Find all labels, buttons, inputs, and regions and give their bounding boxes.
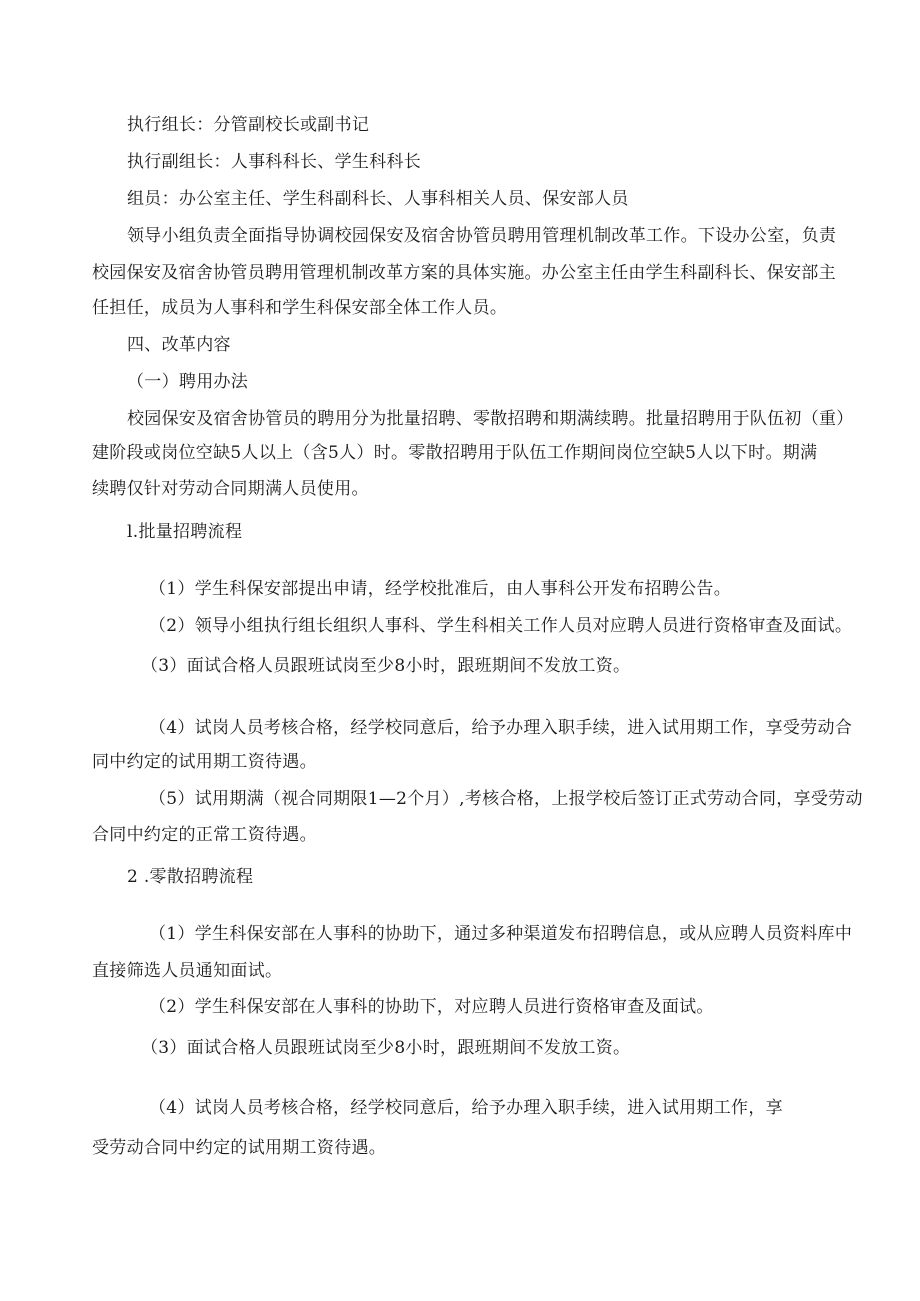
heading-scattered-recruitment: 2 .零散招聘流程 (127, 867, 254, 887)
scattered-step-4-line-1: （4）试岗人员考核合格，经学校同意后，给予办理入职手续，进入试用期工作，享 (149, 1098, 783, 1118)
paragraph-leadership-line-2: 校园保安及宿舍协管员聘用管理机制改革方案的具体实施。办公室主任由学生科副科长、保安部主 (92, 263, 836, 283)
paragraph-hiring-line-1: 校园保安及宿舍协管员的聘用分为批量招聘、零散招聘和期满续聘。批量招聘用于队伍初（重） (127, 409, 854, 429)
scattered-step-1-line-2: 直接筛选人员通知面试。 (92, 961, 283, 981)
batch-step-3: （3）面试合格人员跟班试岗至少8小时，跟班期间不发放工资。 (141, 656, 631, 676)
paragraph-hiring-line-2: 建阶段或岗位空缺5人以上（含5人）时。零散招聘用于队伍工作期间岗位空缺5人以下时。期满 (92, 443, 818, 463)
subsection-heading-hiring-method: （一）聘用办法 (127, 372, 249, 392)
batch-step-5-line-2: 合同中约定的正常工资待遇。 (92, 825, 317, 845)
scattered-step-2: （2）学生科保安部在人事科的协助下，对应聘人员进行资格审查及面试。 (149, 997, 714, 1017)
scattered-step-4-line-2: 受劳动合同中约定的试用期工资待遇。 (92, 1138, 387, 1158)
executive-deputy-leader-line: 执行副组长：人事科科长、学生科科长 (127, 152, 422, 172)
heading-batch-recruitment: l.批量招聘流程 (127, 522, 243, 542)
batch-step-4-line-2: 同中约定的试用期工资待遇。 (92, 752, 317, 772)
batch-step-2: （2）领导小组执行组长组织人事科、学生科相关工作人员对应聘人员进行资格审查及面试。 (149, 616, 853, 636)
batch-step-4-line-1: （4）试岗人员考核合格，经学校同意后，给予办理入职手续，进入试用期工作，享受劳动合 (149, 718, 853, 738)
batch-step-1: （1）学生科保安部提出申请，经学校批准后，由人事科公开发布招聘公告。 (149, 579, 732, 599)
scattered-step-3: （3）面试合格人员跟班试岗至少8小时，跟班期间不发放工资。 (141, 1038, 631, 1058)
paragraph-leadership-line-1: 领导小组负责全面指导协调校园保安及宿舍协管员聘用管理机制改革工作。下设办公室，负责 (127, 226, 837, 246)
scattered-step-1-line-1: （1）学生科保安部在人事科的协助下，通过多种渠道发布招聘信息，或从应聘人员资料库中 (149, 924, 853, 944)
paragraph-hiring-line-3: 续聘仅针对劳动合同期满人员使用。 (92, 479, 369, 499)
batch-step-5-line-1: （5）试用期满（视合同期限1—2个月）,考核合格，上报学校后签订正式劳动合同，享受劳动 (149, 789, 863, 809)
paragraph-leadership-line-3: 任担任，成员为人事科和学生科保安部全体工作人员。 (92, 298, 508, 318)
members-line: 组员：办公室主任、学生科副科长、人事科相关人员、保安部人员 (127, 189, 629, 209)
section-heading-reform-content: 四、改革内容 (127, 335, 231, 355)
executive-leader-line: 执行组长：分管副校长或副书记 (127, 115, 370, 135)
